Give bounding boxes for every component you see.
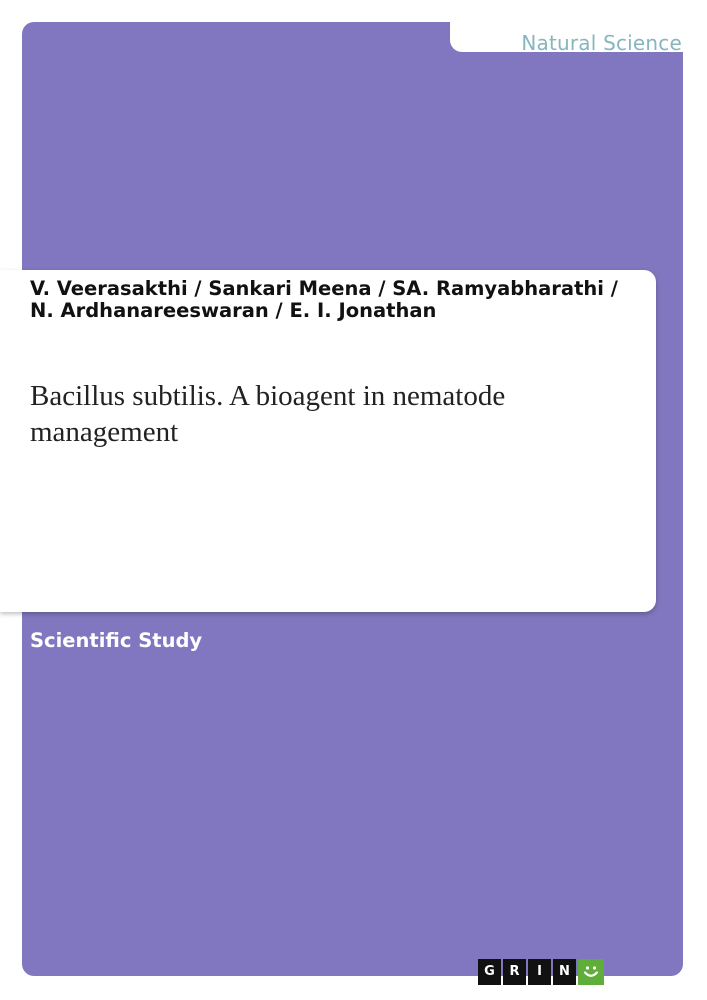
category-label: Natural Science (521, 31, 682, 55)
smiley-icon (578, 959, 604, 985)
logo-letter-n: N (553, 959, 576, 985)
smiley-icon-graphic (582, 963, 600, 981)
authors: V. Veerasakthi / Sankari Meena / SA. Ramyabharathi / N. Ardhanareeswaran / E. I. Jonathan (30, 277, 618, 322)
title-card (0, 270, 656, 612)
grin-logo (478, 959, 604, 985)
logo-letter-i: I (528, 959, 551, 985)
logo-letter-g: G (478, 959, 501, 985)
book-title: Bacillus subtilis. A bioagent in nematode management (30, 380, 506, 448)
document-type: Scientific Study (30, 629, 203, 652)
logo-letter-r: R (503, 959, 526, 985)
category-tab (450, 10, 707, 55)
